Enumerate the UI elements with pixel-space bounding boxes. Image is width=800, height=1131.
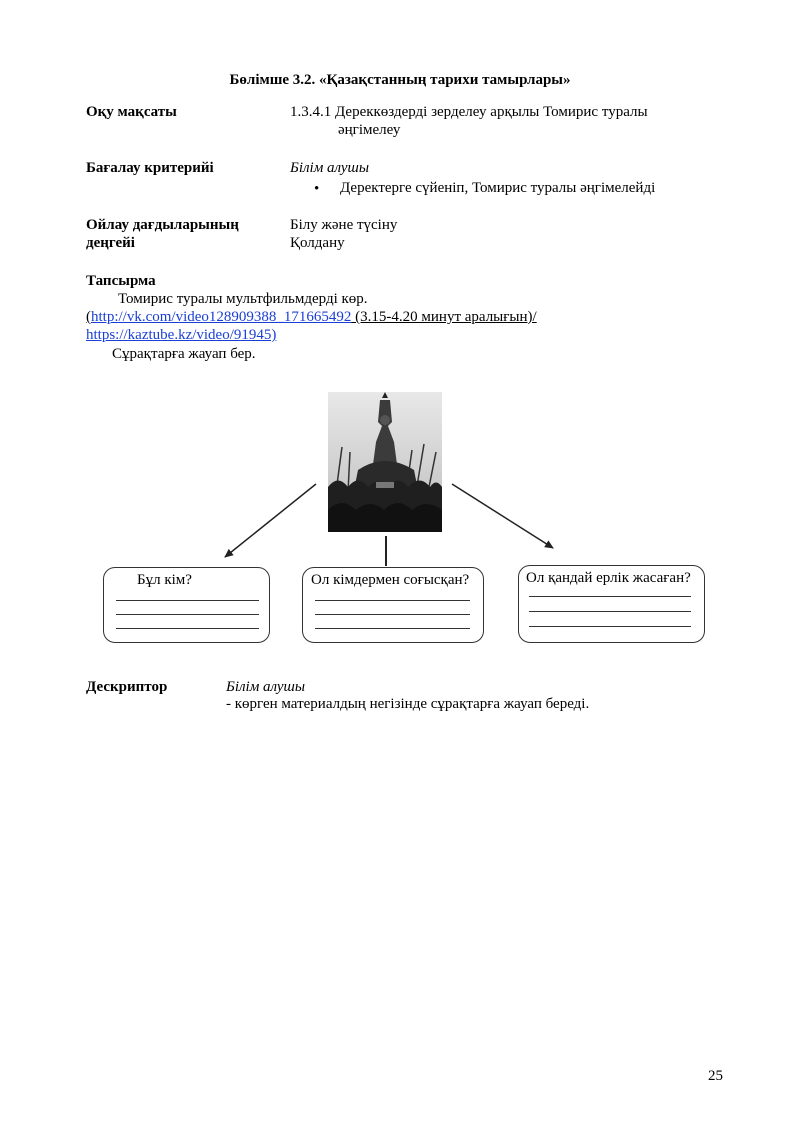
descriptor-text: - көрген материалдың негізінде сұрақтарға жауап береді. — [226, 696, 590, 712]
answer-line — [116, 614, 259, 615]
objective-text-line1: 1.3.4.1 Дереккөздерді зерделеу арқылы Томирис туралы — [290, 104, 648, 120]
answer-line — [315, 628, 470, 629]
video-link-vk[interactable]: http://vk.com/video128909388_171665492 — [91, 309, 352, 325]
question-who: Бұл кім? — [137, 572, 192, 588]
question-box-who — [103, 567, 270, 643]
link1-suffix: (3.15-4.20 минут аралығын)/ — [351, 309, 537, 325]
question-box-heroism — [518, 565, 705, 643]
task-heading: Тапсырма — [86, 273, 156, 289]
answer-prompt: Сұрақтарға жауап бер. — [112, 346, 256, 362]
open-paren: ( — [86, 309, 91, 325]
question-box-fought — [302, 567, 484, 643]
criteria-label: Бағалау критерийі — [86, 160, 214, 176]
thinking-label-line1: Ойлау дағдыларының — [86, 217, 239, 233]
answer-line — [116, 600, 259, 601]
question-fought: Ол кімдермен соғысқан? — [311, 572, 470, 588]
question-heroism: Ол қандай ерлік жасаған? — [526, 570, 691, 586]
arrow-left — [225, 484, 316, 557]
objective-text-line2: әңгімелеу — [338, 122, 401, 138]
arrow-right — [452, 484, 553, 548]
thinking-value-line1: Білу және түсіну — [290, 217, 398, 233]
objective-label: Оқу мақсаты — [86, 104, 177, 120]
task-instruction: Томирис туралы мультфильмдерді көр. — [118, 291, 368, 307]
video-link-kaztube[interactable]: https://kaztube.kz/video/91945) — [86, 327, 277, 343]
page-number: 25 — [708, 1068, 723, 1084]
answer-line — [529, 611, 691, 612]
thinking-value-line2: Қолдану — [290, 235, 345, 251]
criteria-bullet: Деректерге сүйеніп, Томирис туралы әңгімелейді — [340, 180, 656, 196]
descriptor-subject: Білім алушы — [226, 679, 306, 695]
answer-line — [529, 596, 691, 597]
thinking-label-line2: деңгейі — [86, 235, 135, 251]
answer-line — [315, 614, 470, 615]
descriptor-label: Дескриптор — [86, 679, 168, 695]
answer-line — [116, 628, 259, 629]
answer-line — [315, 600, 470, 601]
bullet-icon: • — [314, 181, 320, 197]
section-title: Бөлімше 3.2. «Қазақстанның тарихи тамырлары» — [229, 72, 571, 88]
criteria-subject: Білім алушы — [290, 160, 370, 176]
answer-line — [529, 626, 691, 627]
